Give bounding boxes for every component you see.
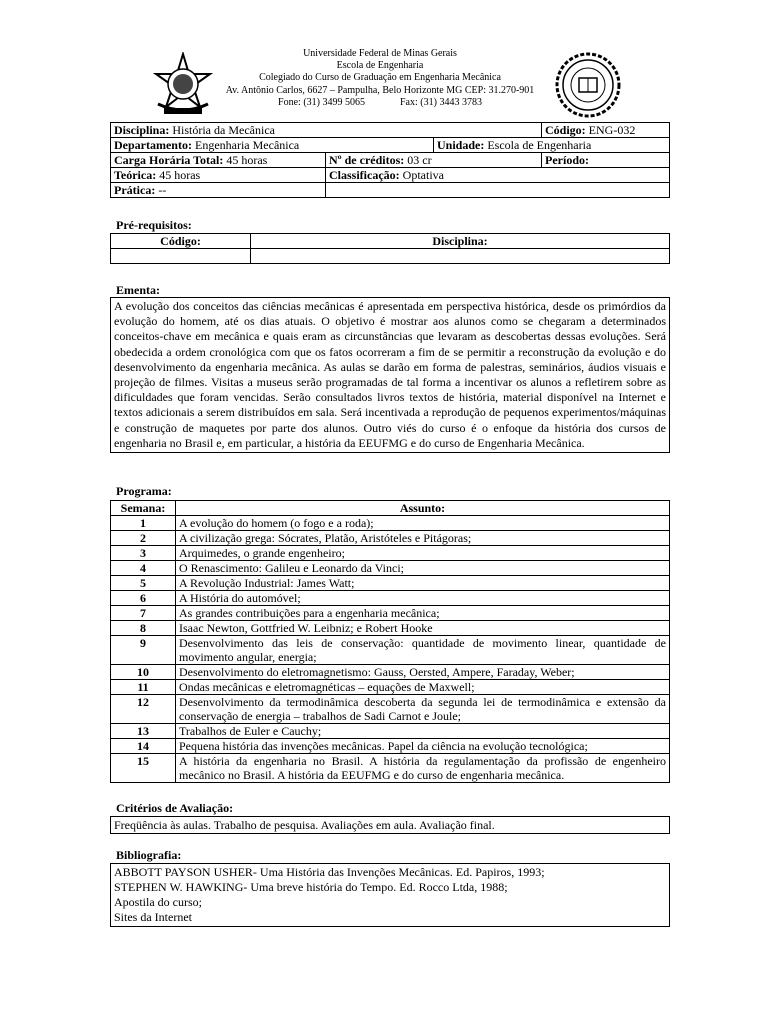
- institution-header: [180, 48, 580, 109]
- table-row: 1 A evolução do homem (o fogo e a roda);: [111, 516, 670, 531]
- fax: Fax: (31) 3443 3783: [400, 96, 482, 108]
- carga-value: 45 horas: [226, 153, 268, 167]
- table-row: [111, 249, 670, 264]
- table-row: 2 A civilização grega: Sócrates, Platão, Aristóteles e Pitágoras;: [111, 531, 670, 546]
- prereq-title: Pré-requisitos:: [116, 218, 192, 232]
- codigo-value: ENG-032: [588, 123, 636, 137]
- prereq-table: [110, 233, 670, 264]
- table-row: Departamento: Engenharia Mecânica Unidade: Escola de Engenharia: [111, 138, 670, 153]
- avaliacao-text: Freqüência às aulas. Trabalho de pesquisa. Avaliações em aula. Avaliação final.: [110, 816, 670, 834]
- table-row: 5 A Revolução Industrial: James Watt;: [111, 576, 670, 591]
- bibliografia-list: [110, 863, 670, 927]
- collegiate-name: Colegiado do Curso de Graduação em Engenharia Mecânica: [259, 72, 501, 84]
- unidade-value: Escola de Engenharia: [487, 138, 592, 152]
- ementa-title: Ementa:: [116, 283, 160, 297]
- table-row: 4 O Renascimento: Galileu e Leonardo da Vinci;: [111, 561, 670, 576]
- prereq-col-disciplina: Disciplina:: [251, 234, 670, 249]
- school-seal-logo: [555, 52, 621, 123]
- address: Av. Antônio Carlos, 6627 – Pampulha, Belo Horizonte MG CEP: 31.270-901: [225, 84, 535, 96]
- table-row: 9 Desenvolvimento das leis de conservação: quantidade de movimento linear, quantidade de movimento angular, energia;: [111, 636, 670, 665]
- table-row: 15 A história da engenharia no Brasil. A história da regulamentação da profissão de engenheiro mecânico no Brasil. A história da EEUFMG e do curso de engenharia mecânica.: [111, 754, 670, 783]
- table-row: [111, 501, 670, 516]
- table-row: Teórica: 45 horas Classificação: Optativa: [111, 168, 670, 183]
- school-name: Escola de Engenharia: [336, 60, 424, 72]
- table-row: 10 Desenvolvimento do eletromagnetismo: Gauss, Oersted, Ampere, Faraday, Weber;: [111, 665, 670, 680]
- teorica-value: 45 horas: [159, 168, 201, 182]
- programa-table: [110, 500, 670, 783]
- table-row: 11 Ondas mecânicas e eletromagnéticas – equações de Maxwell;: [111, 680, 670, 695]
- list-item: ABBOTT PAYSON USHER- Uma História das Invenções Mecânicas. Ed. Papiros, 1993;: [114, 865, 545, 879]
- bibliografia-title: Bibliografia:: [116, 848, 182, 862]
- university-name: Universidade Federal de Minas Gerais: [303, 48, 457, 59]
- phone: Fone: (31) 3499 5065: [278, 96, 365, 108]
- table-row: 13 Trabalhos de Euler e Cauchy;: [111, 724, 670, 739]
- programa-col-assunto: Assunto:: [176, 501, 670, 516]
- table-row: 12 Desenvolvimento da termodinâmica descoberta da segunda lei de termodinâmica e extensão da conservação de energia – trabalhos de Sadi Carnot e Joule;: [111, 695, 670, 724]
- pratica-value: --: [158, 183, 167, 197]
- list-item: Apostila do curso;: [114, 895, 202, 909]
- departamento-value: Engenharia Mecânica: [194, 138, 300, 152]
- ementa-text: A evolução dos conceitos das ciências mecânicas é apresentada em perspectiva histórica, desde os primórdios da evolução do homem, até os dias atuais. O objetivo é mostrar aos alunos como se chegaram a determinados conceitos-chave em mecânica e quais eram as circunstâncias que levaram as descobertas dessas evoluções. Será obedecida a ordem cronológica com que os fatos ocorreram a fim de se permitir a reconstrução da evolução e do desenvolvimento da engenharia mecânica. As aulas se darão em forma de palestras, seminários, áudios visuais e projeção de filmes. Visitas a museus serão programadas de tal forma a incentivar os alunos a refletirem sobre as dificuldades que foram vencidas. Serão consultados livros textos de história, material disponível na Internet e textos adicionais a serem distribuídos em sala. Será incentivada a reprodução de pequenos experimentos/máquinas e construção de maquetes por parte dos alunos. Outro viés do curso é o enfoque da história dos cursos de engenharia no Brasil e, em particular, a história da EEUFMG e do curso de Engenharia Mecânica.: [110, 297, 670, 453]
- table-row: Carga Horária Total: 45 horas Nº de créditos: 03 cr Período:: [111, 153, 670, 168]
- table-row: 6 A História do automóvel;: [111, 591, 670, 606]
- course-info-table: [110, 122, 670, 198]
- programa-title: Programa:: [116, 484, 172, 498]
- table-row: 3 Arquimedes, o grande engenheiro;: [111, 546, 670, 561]
- disciplina-value: História da Mecânica: [172, 123, 275, 137]
- contact-line: [180, 97, 580, 109]
- table-row: 14 Pequena história das invenções mecânicas. Papel da ciência na evolução tecnológica;: [111, 739, 670, 754]
- programa-rows: [111, 516, 670, 783]
- periodo-label: Período:: [545, 153, 589, 167]
- avaliacao-title: Critérios de Avaliação:: [116, 801, 234, 815]
- prereq-col-codigo: Código:: [111, 234, 251, 249]
- list-item: STEPHEN W. HAWKING- Uma breve história do Tempo. Ed. Rocco Ltda, 1988;: [114, 880, 508, 894]
- list-item: Sites da Internet: [114, 910, 192, 924]
- table-row: [111, 234, 670, 249]
- creditos-value: 03 cr: [407, 153, 432, 167]
- table-row: 7 As grandes contribuições para a engenharia mecânica;: [111, 606, 670, 621]
- table-row: Disciplina: História da Mecânica Código: ENG-032: [111, 123, 670, 138]
- programa-col-semana: Semana:: [111, 501, 176, 516]
- table-row: 8 Isaac Newton, Gottfried W. Leibniz; e Robert Hooke: [111, 621, 670, 636]
- table-row: Prática: --: [111, 183, 670, 198]
- classificacao-value: Optativa: [402, 168, 444, 182]
